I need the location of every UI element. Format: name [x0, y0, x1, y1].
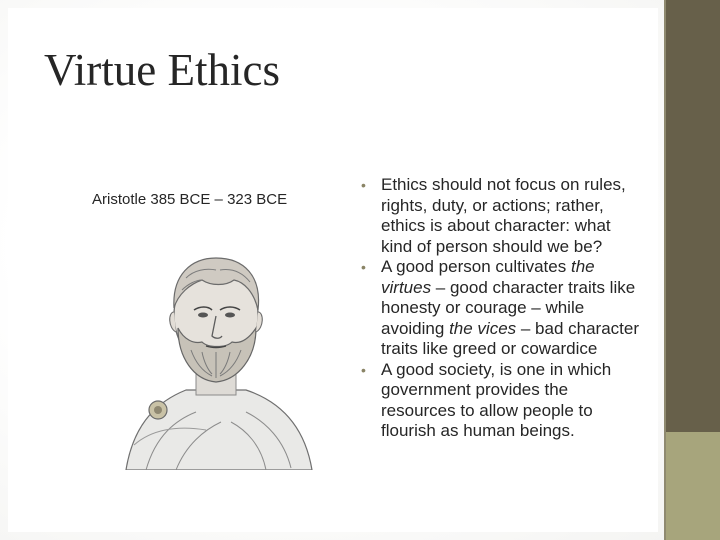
bullet-marker: •	[361, 259, 366, 275]
side-accent-bar-dark	[666, 0, 720, 432]
list-item	[361, 360, 641, 442]
list-item	[361, 257, 641, 360]
slide-title: Virtue Ethics	[44, 45, 280, 95]
bullet-marker: •	[361, 361, 366, 378]
bullet-marker: •	[361, 177, 366, 193]
bullet-text: – good character traits like honesty or courage – while avoiding	[381, 277, 636, 338]
bullet-text: A good person cultivates	[381, 257, 571, 276]
aristotle-bust-icon	[116, 240, 316, 470]
list-item	[361, 175, 641, 257]
bullet-text: A good society, is one in which government provides the resources to allow people to flourish as human beings.	[381, 359, 612, 440]
side-accent-bar-light	[666, 432, 720, 540]
bullet-text: Ethics should not focus on rules, rights, duty, or actions; rather, ethics is about character: what kind of person should we be?	[381, 175, 626, 256]
bullet-emphasis: the vices	[449, 318, 517, 338]
bullet-emphasis: the virtues	[381, 257, 595, 297]
bullet-text: – bad character traits like greed or cowardice	[381, 318, 640, 358]
portrait-caption: Aristotle 385 BCE – 323 BCE	[92, 191, 288, 208]
bullet-list	[361, 175, 641, 442]
